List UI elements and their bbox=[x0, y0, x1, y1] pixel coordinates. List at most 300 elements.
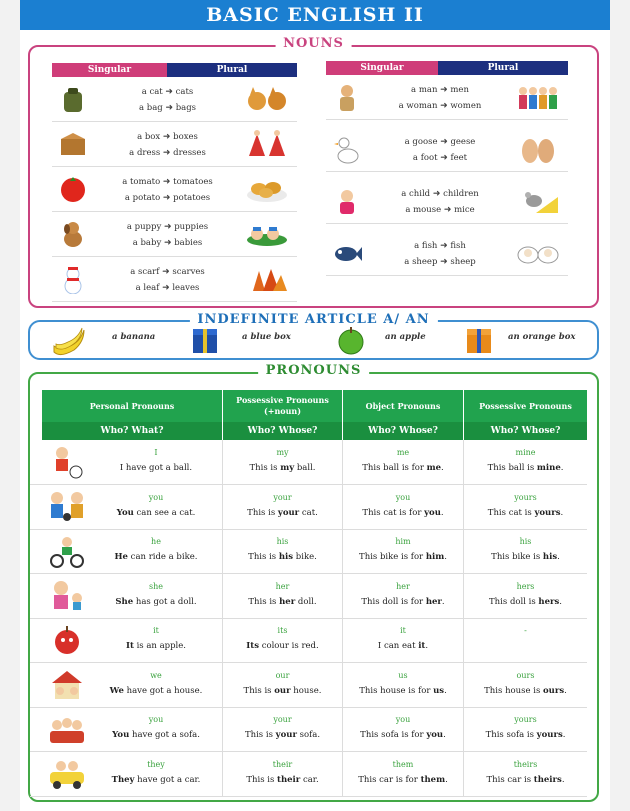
example-sentence bbox=[464, 508, 587, 518]
feet-icon bbox=[516, 133, 560, 165]
pronoun-cell bbox=[464, 440, 587, 484]
pronoun-cell bbox=[464, 663, 587, 707]
tomato-icon bbox=[58, 174, 88, 204]
sentence-end: . bbox=[444, 552, 447, 562]
arrow-icon: ➜ bbox=[440, 153, 448, 163]
sentence-pronoun: your bbox=[277, 507, 300, 518]
sentence-end: . bbox=[561, 774, 565, 785]
sentence-end: . bbox=[557, 552, 560, 562]
sentence-pronoun: yours bbox=[536, 730, 563, 740]
noun-row bbox=[52, 78, 297, 122]
sentence-pronoun: yours bbox=[534, 507, 561, 518]
example-sentence bbox=[223, 552, 342, 562]
sentence-end: . bbox=[444, 685, 447, 696]
pronouns-section bbox=[28, 363, 599, 802]
nouns-heading: NOUNS bbox=[275, 36, 352, 51]
noun-row bbox=[326, 232, 568, 276]
sentence-start: This bike is bbox=[491, 552, 543, 562]
noun-row bbox=[326, 76, 568, 120]
mice-icon bbox=[516, 185, 560, 217]
plural-word: cats bbox=[175, 87, 194, 97]
pronoun-word: our bbox=[275, 670, 290, 680]
sentence-pronoun: it bbox=[418, 641, 426, 651]
example-sentence bbox=[90, 508, 222, 518]
pronoun-row bbox=[30, 752, 587, 797]
noun-pairs bbox=[374, 134, 506, 166]
sentence-pronoun: his bbox=[542, 552, 558, 562]
pronoun-cell bbox=[42, 707, 223, 751]
sentence-pronoun: you bbox=[426, 730, 444, 740]
people-icon bbox=[516, 81, 560, 113]
sentence-pronoun: her bbox=[425, 596, 442, 607]
sentence-start: This is bbox=[246, 774, 278, 785]
sentence-start: This ball is for bbox=[362, 463, 427, 473]
question-header-3: Who? Whose? bbox=[464, 422, 587, 440]
singular-word: a baby bbox=[132, 238, 162, 248]
sentence-pronoun: It bbox=[125, 641, 134, 651]
sentence-start: This is bbox=[247, 507, 278, 518]
nouns-section bbox=[28, 36, 599, 308]
sheep-icon bbox=[516, 237, 560, 269]
sentence-end: can see a cat. bbox=[133, 507, 196, 518]
sentence-end: . bbox=[441, 463, 444, 473]
question-header-0: Who? What? bbox=[42, 422, 223, 440]
column-header-possessive-adj-line1: Possessive Pronouns bbox=[236, 395, 329, 405]
nouns-right-singular-header: Singular bbox=[326, 61, 438, 75]
example-sentence bbox=[223, 508, 342, 518]
sentence-end: have got a sofa. bbox=[129, 730, 200, 740]
sentence-pronoun: hers bbox=[538, 596, 560, 607]
sentence-pronoun: her bbox=[279, 596, 296, 607]
article-item-orange-box: an orange box bbox=[508, 332, 576, 342]
pronoun-row bbox=[30, 574, 587, 619]
example-sentence bbox=[464, 686, 587, 696]
plural-word: scarves bbox=[172, 267, 205, 277]
sentence-start: This is bbox=[248, 552, 279, 562]
sentence-pronoun: Its bbox=[246, 641, 259, 651]
example-sentence bbox=[223, 597, 342, 607]
pronoun-cell bbox=[464, 529, 587, 573]
banana-icon bbox=[50, 324, 88, 358]
pronoun-word: I bbox=[154, 448, 158, 457]
pronoun-word: my bbox=[276, 448, 289, 457]
sentence-start: This is bbox=[244, 730, 276, 740]
example-sentence bbox=[464, 552, 587, 562]
sentence-end: colour is red. bbox=[259, 641, 319, 651]
article-item-apple: an apple bbox=[385, 332, 426, 342]
pronoun-word: yours bbox=[514, 715, 537, 724]
pronoun-cell bbox=[464, 485, 587, 529]
singular-word: a fish bbox=[414, 241, 438, 251]
pronoun-cell bbox=[223, 440, 343, 484]
plural-word: tomatoes bbox=[173, 177, 213, 187]
arrow-icon: ➜ bbox=[162, 193, 171, 203]
sentence-end: . bbox=[560, 463, 564, 473]
bag-icon bbox=[58, 84, 88, 114]
sentence-start: This car is for bbox=[358, 774, 421, 785]
children-cat-icon bbox=[48, 489, 86, 525]
article-heading: INDEFINITE ARTICLE A/ AN bbox=[189, 312, 437, 327]
sentence-pronoun: We bbox=[109, 685, 124, 696]
arrow-icon: ➜ bbox=[440, 137, 448, 147]
arrow-icon: ➜ bbox=[432, 189, 441, 199]
noun-row bbox=[52, 213, 297, 257]
pronoun-word: them bbox=[392, 759, 414, 769]
plural-word: fish bbox=[450, 241, 466, 251]
pronoun-cell bbox=[42, 440, 223, 484]
pronoun-word: we bbox=[150, 670, 162, 680]
sentence-end: . bbox=[559, 596, 562, 607]
sentence-end: have got a car. bbox=[134, 774, 201, 785]
sentence-end: . bbox=[562, 730, 566, 740]
article-section bbox=[28, 312, 599, 360]
pronoun-word: theirs bbox=[513, 759, 538, 769]
example-sentence bbox=[464, 775, 587, 785]
dresses-icon bbox=[245, 128, 289, 160]
pronoun-cell bbox=[42, 663, 223, 707]
example-sentence bbox=[223, 463, 342, 473]
pronoun-cell bbox=[464, 618, 587, 662]
example-sentence bbox=[464, 597, 587, 607]
sentence-end: house. bbox=[290, 685, 322, 696]
sentence-end: doll. bbox=[295, 596, 317, 607]
sentence-start: This doll is for bbox=[361, 596, 426, 607]
snowman-scarf-icon bbox=[58, 264, 88, 294]
potatoes-icon bbox=[245, 173, 289, 205]
noun-row bbox=[52, 123, 297, 167]
arrow-icon: ➜ bbox=[162, 267, 170, 277]
sentence-end: . bbox=[445, 774, 448, 785]
sentence-end: ball. bbox=[294, 463, 316, 473]
singular-word: a puppy bbox=[126, 222, 162, 232]
plural-word: women bbox=[450, 101, 482, 111]
sentence-pronoun: ours bbox=[543, 685, 565, 696]
pronoun-cell bbox=[42, 485, 223, 529]
arrow-icon: ➜ bbox=[162, 132, 171, 142]
pronoun-word: you bbox=[148, 715, 164, 724]
pronoun-word: mine bbox=[515, 448, 536, 457]
noun-row bbox=[326, 180, 568, 224]
pronoun-word: her bbox=[275, 581, 290, 591]
singular-word: a goose bbox=[404, 137, 438, 147]
page-title: BASIC ENGLISH II bbox=[20, 0, 610, 30]
sentence-start: This ball is bbox=[487, 463, 537, 473]
sentence-end: has got a doll. bbox=[133, 596, 197, 607]
sentence-pronoun: him bbox=[425, 552, 445, 562]
question-header-2: Who? Whose? bbox=[343, 422, 464, 440]
example-sentence bbox=[343, 508, 463, 518]
pronoun-word: her bbox=[396, 581, 410, 591]
sentence-end: . bbox=[425, 641, 429, 651]
noun-pairs bbox=[100, 174, 235, 206]
arrow-icon: ➜ bbox=[162, 283, 170, 293]
sentence-start: This sofa is bbox=[485, 730, 537, 740]
arrow-icon: ➜ bbox=[440, 101, 448, 111]
noun-pairs bbox=[374, 186, 506, 218]
example-sentence bbox=[343, 730, 463, 740]
arrow-icon: ➜ bbox=[162, 148, 171, 158]
pronoun-word: you bbox=[395, 715, 411, 724]
pronoun-word: your bbox=[273, 492, 292, 502]
nouns-left-singular-header: Singular bbox=[52, 63, 167, 77]
pronoun-word: you bbox=[148, 492, 164, 502]
singular-word: a bag bbox=[139, 103, 163, 113]
singular-word: a box bbox=[137, 132, 161, 142]
leaves-icon bbox=[245, 263, 289, 295]
sentence-pronoun: his bbox=[278, 552, 294, 562]
pronoun-cell bbox=[343, 663, 464, 707]
plural-word: dresses bbox=[173, 148, 206, 158]
sentence-pronoun: our bbox=[274, 685, 291, 696]
example-sentence bbox=[343, 597, 463, 607]
example-sentence bbox=[343, 552, 463, 562]
child-icon bbox=[332, 186, 362, 216]
pronoun-word: it bbox=[400, 626, 406, 635]
sentence-end: . bbox=[443, 730, 446, 740]
sentence-pronoun: They bbox=[111, 774, 135, 785]
sentence-pronoun: us bbox=[433, 685, 445, 696]
example-sentence bbox=[464, 730, 587, 740]
singular-word: a leaf bbox=[135, 283, 160, 293]
example-sentence bbox=[223, 641, 342, 651]
boy-ball-icon bbox=[48, 444, 86, 480]
plural-word: puppies bbox=[174, 222, 209, 232]
family-house-icon bbox=[48, 667, 86, 703]
sentence-pronoun: He bbox=[114, 552, 128, 562]
sentence-start: This cat is for bbox=[362, 507, 425, 518]
sentence-end: . bbox=[440, 507, 444, 518]
singular-word: a cat bbox=[141, 87, 163, 97]
example-sentence bbox=[343, 641, 463, 651]
example-sentence bbox=[343, 686, 463, 696]
singular-word: a scarf bbox=[130, 267, 160, 277]
sentence-pronoun: them bbox=[420, 774, 446, 785]
pronoun-word: your bbox=[273, 715, 292, 724]
singular-word: a dress bbox=[129, 148, 161, 158]
sentence-end: have got a house. bbox=[123, 685, 203, 696]
sentence-start: This house is bbox=[484, 685, 544, 696]
sentence-pronoun: mine bbox=[536, 463, 561, 473]
example-sentence bbox=[464, 463, 587, 473]
example-sentence bbox=[90, 730, 222, 740]
arrow-icon: ➜ bbox=[163, 222, 172, 232]
pronoun-cell bbox=[223, 752, 343, 796]
apple-creature-icon bbox=[48, 622, 86, 658]
family-sofa-icon bbox=[48, 711, 86, 747]
sentence-start: This is bbox=[248, 596, 280, 607]
pronoun-word: yours bbox=[514, 492, 537, 502]
sentence-start: This car is bbox=[486, 774, 534, 785]
man-icon bbox=[332, 82, 362, 112]
pronoun-cell bbox=[223, 574, 343, 618]
pronoun-cell bbox=[223, 707, 343, 751]
arrow-icon: ➜ bbox=[163, 238, 172, 248]
sentence-pronoun: You bbox=[112, 730, 130, 740]
pronoun-cell bbox=[464, 752, 587, 796]
sentence-end: . bbox=[441, 596, 445, 607]
pronoun-word: he bbox=[151, 537, 161, 546]
sentence-end: . bbox=[560, 507, 564, 518]
family-car-icon bbox=[48, 756, 86, 792]
noun-pairs bbox=[374, 82, 506, 114]
noun-row bbox=[52, 258, 297, 302]
arrow-icon: ➜ bbox=[440, 241, 448, 251]
pronoun-word: they bbox=[147, 759, 165, 769]
pronoun-word: hers bbox=[516, 581, 535, 591]
girl-doll-icon bbox=[48, 578, 86, 614]
pronoun-cell bbox=[343, 440, 464, 484]
babies-icon bbox=[245, 218, 289, 250]
orange-box-icon bbox=[464, 325, 494, 355]
singular-word: a child bbox=[401, 189, 431, 199]
apple-icon bbox=[336, 325, 366, 355]
poster bbox=[20, 0, 610, 811]
column-header-personal: Personal Pronouns bbox=[42, 390, 223, 422]
column-header-object: Object Pronouns bbox=[343, 390, 464, 422]
singular-word: a woman bbox=[398, 101, 438, 111]
singular-word: a tomato bbox=[122, 177, 161, 187]
pronoun-cell bbox=[42, 574, 223, 618]
pronoun-cell bbox=[464, 574, 587, 618]
arrow-icon: ➜ bbox=[443, 205, 452, 215]
example-sentence bbox=[90, 641, 222, 651]
pronoun-cell bbox=[223, 529, 343, 573]
goose-icon bbox=[332, 134, 362, 164]
article-item-blue-box: a blue box bbox=[242, 332, 291, 342]
fish-icon bbox=[332, 238, 362, 268]
pronoun-cell bbox=[223, 663, 343, 707]
singular-word: a sheep bbox=[404, 257, 438, 267]
example-sentence bbox=[90, 775, 222, 785]
pronoun-cell bbox=[343, 485, 464, 529]
pronoun-row bbox=[30, 440, 587, 485]
sentence-start: I have got a ball. bbox=[119, 463, 193, 473]
example-sentence bbox=[90, 463, 222, 473]
plural-word: mice bbox=[454, 205, 475, 215]
arrow-icon: ➜ bbox=[165, 103, 173, 113]
pronoun-cell bbox=[42, 529, 223, 573]
cats-icon bbox=[245, 83, 289, 115]
box-icon bbox=[58, 129, 88, 159]
pronoun-row bbox=[30, 618, 587, 663]
pronoun-word: their bbox=[272, 759, 293, 769]
plural-word: babies bbox=[174, 238, 203, 248]
pronoun-cell bbox=[42, 752, 223, 796]
question-header-1: Who? Whose? bbox=[223, 422, 343, 440]
pronoun-cell bbox=[223, 618, 343, 662]
plural-word: bags bbox=[175, 103, 196, 113]
sentence-pronoun: theirs bbox=[533, 774, 562, 785]
noun-pairs bbox=[100, 264, 235, 296]
example-sentence bbox=[90, 552, 222, 562]
example-sentence bbox=[343, 463, 463, 473]
noun-row bbox=[326, 128, 568, 172]
example-sentence bbox=[223, 775, 342, 785]
pronoun-word: she bbox=[149, 581, 163, 591]
sentence-pronoun: their bbox=[277, 774, 301, 785]
pronoun-word: me bbox=[396, 448, 410, 457]
plural-word: feet bbox=[450, 153, 468, 163]
sentence-start: This house is for bbox=[359, 685, 434, 696]
pronoun-word: - bbox=[524, 626, 527, 635]
sentence-start: This sofa is for bbox=[360, 730, 427, 740]
plural-word: leaves bbox=[172, 283, 200, 293]
pronoun-word: ours bbox=[516, 670, 535, 680]
sentence-end: . bbox=[564, 685, 567, 696]
sentence-pronoun: You bbox=[116, 507, 134, 518]
column-header-possessive-adj bbox=[223, 390, 343, 422]
pronoun-cell bbox=[464, 707, 587, 751]
pronoun-cell bbox=[42, 618, 223, 662]
blue-box-icon bbox=[190, 325, 220, 355]
pronoun-cell bbox=[343, 707, 464, 751]
nouns-right-plural-header: Plural bbox=[438, 61, 568, 75]
pronoun-cell bbox=[223, 485, 343, 529]
sentence-end: can ride a bike. bbox=[127, 552, 198, 562]
pronoun-cell bbox=[343, 574, 464, 618]
sentence-end: sofa. bbox=[296, 730, 321, 740]
noun-pairs bbox=[100, 129, 235, 161]
sentence-pronoun: you bbox=[424, 507, 441, 518]
arrow-icon: ➜ bbox=[165, 87, 173, 97]
arrow-icon: ➜ bbox=[440, 257, 448, 267]
plural-word: geese bbox=[450, 137, 476, 147]
pronoun-cell bbox=[343, 752, 464, 796]
sentence-pronoun: me bbox=[426, 463, 442, 473]
boy-bike-icon bbox=[48, 533, 86, 569]
sentence-start: This is bbox=[243, 685, 275, 696]
noun-pairs bbox=[100, 219, 235, 251]
sentence-start: This cat is bbox=[487, 507, 535, 518]
arrow-icon: ➜ bbox=[162, 177, 171, 187]
pronoun-row bbox=[30, 485, 587, 530]
sentence-end: is an apple. bbox=[133, 641, 187, 651]
sentence-end: bike. bbox=[293, 552, 317, 562]
sentence-start: This doll is bbox=[489, 596, 539, 607]
arrow-icon: ➜ bbox=[440, 85, 448, 95]
singular-word: a potato bbox=[124, 193, 161, 203]
pronouns-heading: PRONOUNS bbox=[258, 363, 370, 378]
pronoun-word: it bbox=[153, 626, 159, 635]
pronoun-row bbox=[30, 663, 587, 708]
noun-pairs bbox=[374, 238, 506, 270]
sentence-end: car. bbox=[300, 774, 319, 785]
example-sentence bbox=[223, 730, 342, 740]
pronoun-row bbox=[30, 529, 587, 574]
column-header-possessive: Possessive Pronouns bbox=[464, 390, 587, 422]
singular-word: a man bbox=[411, 85, 438, 95]
example-sentence bbox=[343, 775, 463, 785]
sentence-start: This is bbox=[249, 463, 281, 473]
noun-row bbox=[52, 168, 297, 212]
singular-word: a mouse bbox=[405, 205, 442, 215]
plural-word: sheep bbox=[450, 257, 476, 267]
column-header-possessive-adj-line2: (+noun) bbox=[263, 406, 302, 416]
sentence-pronoun: She bbox=[115, 596, 134, 607]
pronoun-cell bbox=[343, 529, 464, 573]
example-sentence bbox=[90, 686, 222, 696]
pronoun-word: his bbox=[519, 537, 532, 546]
sentence-pronoun: my bbox=[280, 463, 295, 473]
sentence-start: I can eat bbox=[377, 641, 419, 651]
plural-word: men bbox=[450, 85, 469, 95]
example-sentence bbox=[223, 686, 342, 696]
noun-pairs bbox=[100, 84, 235, 116]
pronoun-word: him bbox=[395, 537, 411, 546]
plural-word: potatoes bbox=[173, 193, 211, 203]
plural-word: boxes bbox=[173, 132, 198, 142]
sentence-end: cat. bbox=[299, 507, 318, 518]
